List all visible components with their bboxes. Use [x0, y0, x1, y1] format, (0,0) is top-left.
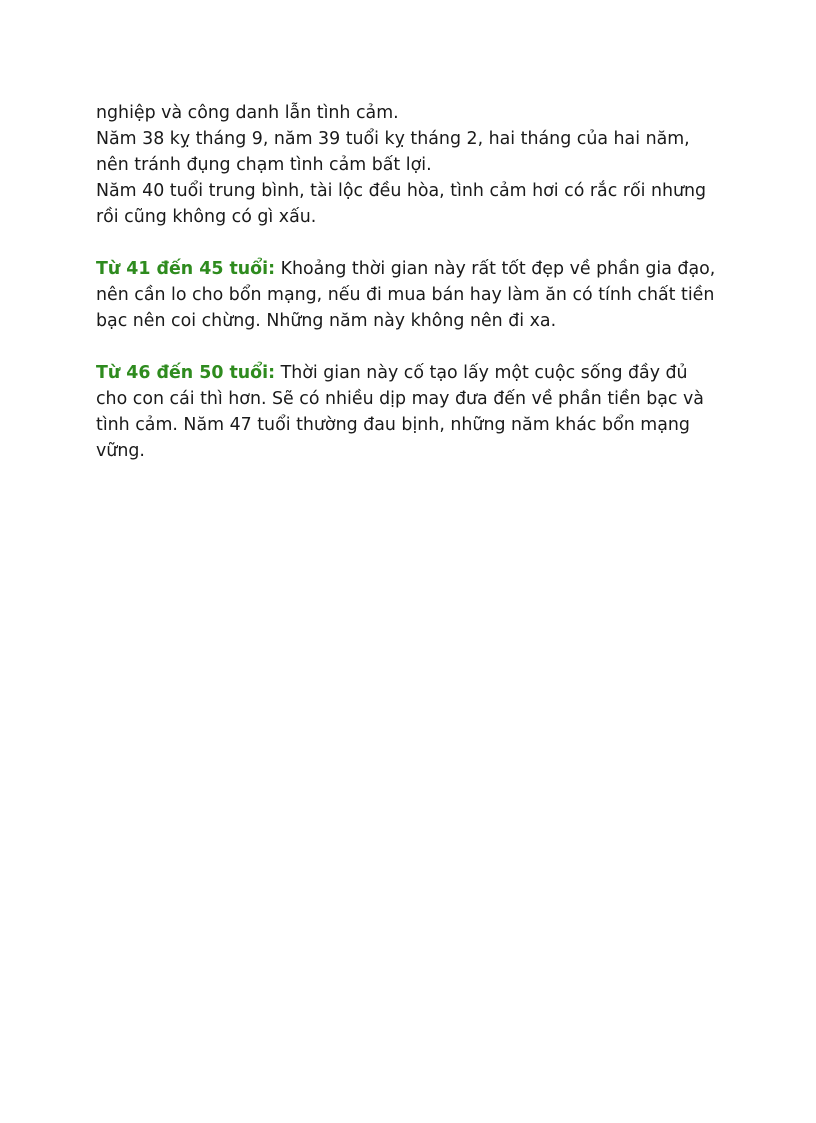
section-46-50-line-4: vững.: [96, 441, 145, 461]
section-41-45-text-start: Khoảng thời gian này rất tốt đẹp về phần gia đạo,: [275, 259, 716, 279]
intro-line-3: nên tránh đụng chạm tình cảm bất lợi.: [96, 155, 432, 175]
paragraph-gap: [96, 334, 736, 360]
section-41-45-first-line: [96, 256, 736, 282]
intro-line-5: rồi cũng không có gì xấu.: [96, 207, 317, 227]
paragraph-gap: [96, 230, 736, 256]
section-46-50-first-line: [96, 360, 736, 386]
section-46-50-heading: Từ 46 đến 50 tuổi:: [96, 363, 276, 383]
section-41-45-line-2: nên cần lo cho bổn mạng, nếu đi mua bán hay làm ăn có tính chất tiền: [96, 285, 715, 305]
section-46-50-line-2: cho con cái thì hơn. Sẽ có nhiều dịp may đưa đến về phần tiền bạc và: [96, 389, 704, 409]
document-body: [96, 100, 736, 464]
section-46-50-line-3: tình cảm. Năm 47 tuổi thường đau bịnh, những năm khác bổn mạng: [96, 415, 690, 435]
intro-line-2: Năm 38 kỵ tháng 9, năm 39 tuổi kỵ tháng 2, hai tháng của hai năm,: [96, 129, 690, 149]
section-41-45-line-3: bạc nên coi chừng. Những năm này không nên đi xa.: [96, 311, 557, 331]
section-41-45-heading: Từ 41 đến 45 tuổi:: [96, 259, 276, 279]
section-46-50-text-start: Thời gian này cố tạo lấy một cuộc sống đầy đủ: [275, 363, 688, 383]
intro-line-1: nghiệp và công danh lẫn tình cảm.: [96, 103, 399, 123]
intro-line-4: Năm 40 tuổi trung bình, tài lộc đều hòa, tình cảm hơi có rắc rối nhưng: [96, 181, 707, 201]
